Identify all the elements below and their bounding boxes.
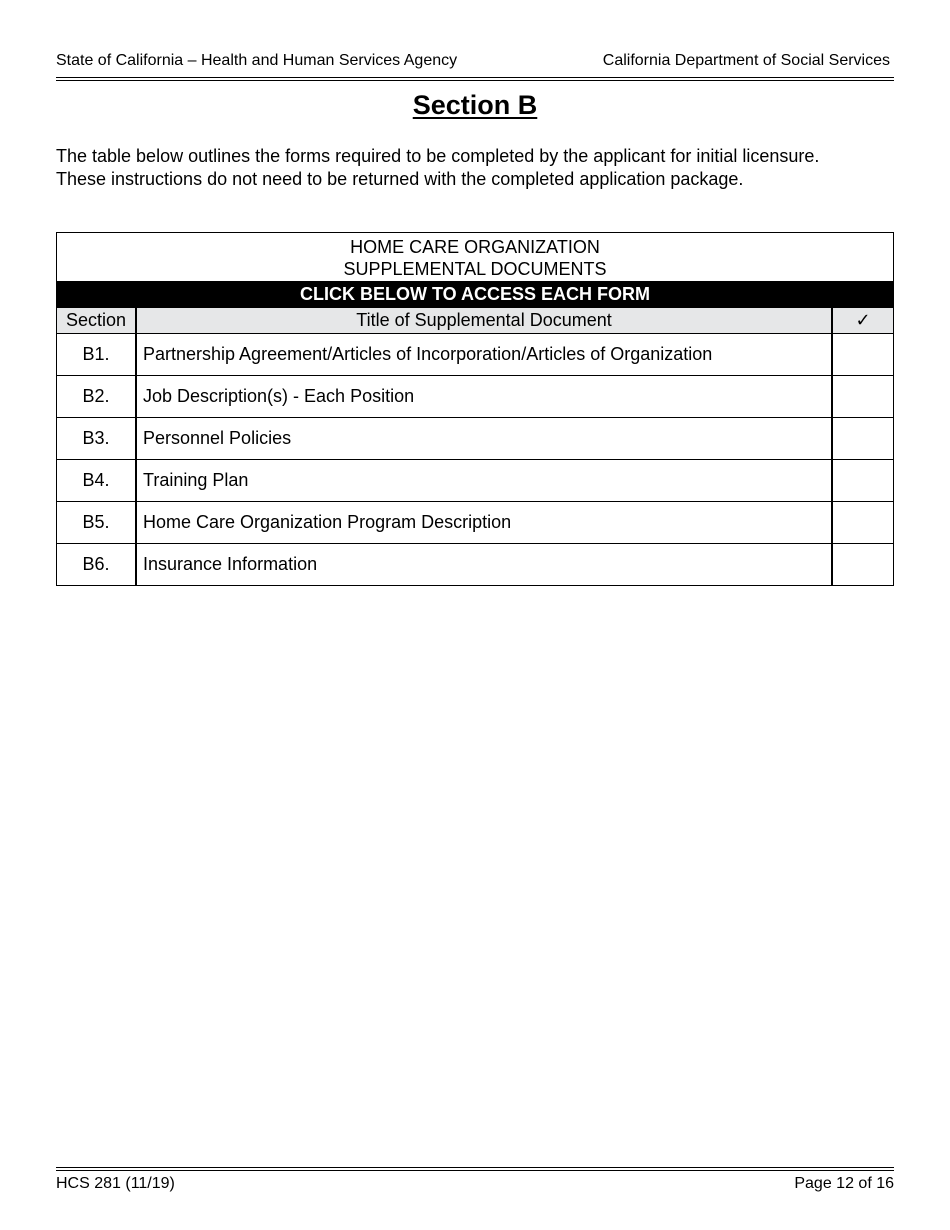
header-rule-top [56,77,894,78]
table-heading [57,233,893,281]
table-heading-line-1: HOME CARE ORGANIZATION [350,237,600,257]
table-row [57,333,893,375]
page-header [56,52,894,72]
row-section-number: B3. [57,418,137,459]
form-link-b4[interactable]: Training Plan [137,460,833,501]
page-title: Section B [412,90,538,120]
table-column-headers [57,307,893,333]
table-row [57,501,893,543]
header-rule-bottom [56,80,894,81]
table-row [57,459,893,501]
column-header-section: Section [57,308,137,333]
agency-name: State of California – Health and Human Services Agency [56,52,458,69]
table-heading-line-2: SUPPLEMENTAL DOCUMENTS [343,259,607,279]
table-row [57,417,893,459]
row-section-number: B4. [57,460,137,501]
supplemental-documents-table [56,232,894,586]
checkbox-b1[interactable] [833,334,893,375]
footer-rule-top [56,1167,894,1168]
form-link-b5[interactable]: Home Care Organization Program Description [137,502,833,543]
intro-line-2: These instructions do not need to be returned with the completed application package. [56,169,744,189]
access-forms-banner: CLICK BELOW TO ACCESS EACH FORM [57,281,893,307]
form-link-b1[interactable]: Partnership Agreement/Articles of Incorporation/Articles of Organization [137,334,833,375]
row-section-number: B1. [57,334,137,375]
table-row [57,543,893,585]
department-name: California Department of Social Services [602,52,890,69]
row-section-number: B6. [57,544,137,585]
form-link-b2[interactable]: Job Description(s) - Each Position [137,376,833,417]
table-row [57,375,893,417]
page-footer [56,1175,894,1195]
row-section-number: B2. [57,376,137,417]
checkbox-b3[interactable] [833,418,893,459]
column-header-title: Title of Supplemental Document [137,308,833,333]
form-link-b3[interactable]: Personnel Policies [137,418,833,459]
checkbox-b2[interactable] [833,376,893,417]
checkbox-b6[interactable] [833,544,893,585]
checkbox-b5[interactable] [833,502,893,543]
page-number: Page 12 of 16 [794,1175,894,1192]
form-number: HCS 281 (11/19) [56,1175,175,1192]
intro-line-1: The table below outlines the forms required to be completed by the applicant for initial licensure. [56,146,820,166]
intro-text [56,145,896,191]
column-header-check-icon: ✓ [855,310,871,330]
checkbox-b4[interactable] [833,460,893,501]
row-section-number: B5. [57,502,137,543]
form-link-b6[interactable]: Insurance Information [137,544,833,585]
footer-rule-bottom [56,1170,894,1171]
